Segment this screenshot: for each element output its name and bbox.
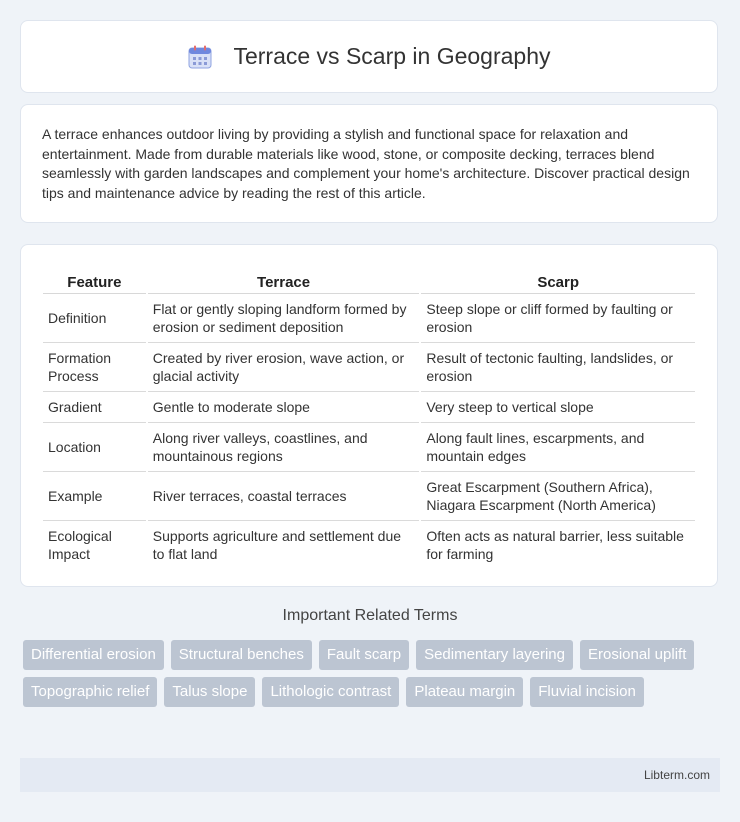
row-terrace-cell: River terraces, coastal terraces [148,472,420,521]
related-terms-title: Important Related Terms [282,607,458,624]
row-scarp-cell: Result of tectonic faulting, landslides, or erosion [421,343,695,392]
tag-topographic-relief[interactable]: Topographic relief [23,677,157,707]
row-scarp-cell: Along fault lines, escarpments, and mountain edges [421,423,695,472]
table-row [43,343,695,392]
tag-fault-scarp[interactable]: Fault scarp [319,640,409,670]
tag-structural-benches[interactable]: Structural benches [171,640,312,670]
tag-differential-erosion[interactable]: Differential erosion [23,640,164,670]
header-feature: Feature [43,265,146,294]
footer [20,758,720,792]
table-row [43,294,695,343]
related-terms-tags [23,640,703,707]
tag-plateau-margin[interactable]: Plateau margin [406,677,523,707]
row-feature-cell: Gradient [43,392,146,423]
row-feature-cell: Example [43,472,146,521]
table-row [43,472,695,521]
row-scarp-cell: Very steep to vertical slope [421,392,695,423]
footer-brand-link[interactable]: Libterm.com [643,768,710,782]
tag-lithologic-contrast[interactable]: Lithologic contrast [262,677,399,707]
row-scarp-cell: Often acts as natural barrier, less suitable for farming [426,528,684,562]
row-scarp-cell: Steep slope or cliff formed by faulting or erosion [421,294,695,343]
tag-fluvial-incision[interactable]: Fluvial incision [530,677,644,707]
header-terrace: Terrace [148,265,420,294]
intro-text: A terrace enhances outdoor living by providing a stylish and functional space for relaxation and entertainment. Made from durable materials like wood, stone, or composite decking, terraces blend seamlessly with garden landscapes and complement your home's architecture. Discover practical design tips and maintenance advice by reading the rest of this article. [42,126,690,201]
row-terrace-cell: Along river valleys, coastlines, and mountainous regions [148,423,420,472]
calendar-icon [187,44,213,70]
table-row [43,521,695,569]
header-scarp: Scarp [421,265,695,294]
header-card [20,20,718,93]
page-title: Terrace vs Scarp in Geography [233,43,551,69]
row-terrace-cell: Supports agriculture and settlement due to flat land [152,528,402,562]
row-feature-cell: Definition [43,294,146,343]
row-terrace-cell: Gentle to moderate slope [148,392,420,423]
row-feature-cell: Location [43,423,146,472]
table-header-row [43,265,695,294]
row-feature-cell: Ecological Impact [48,528,112,562]
row-terrace-cell: Flat or gently sloping landform formed by erosion or sediment deposition [148,294,420,343]
row-terrace-cell: Created by river erosion, wave action, or glacial activity [148,343,420,392]
row-feature-cell: Formation Process [43,343,146,392]
table-row [43,392,695,423]
intro-card [20,104,718,223]
tag-sedimentary-layering[interactable]: Sedimentary layering [416,640,573,670]
row-scarp-cell: Great Escarpment (Southern Africa), Niagara Escarpment (North America) [421,472,695,521]
comparison-table-card [20,244,718,587]
comparison-table [41,265,697,569]
tag-talus-slope[interactable]: Talus slope [164,677,255,707]
tag-erosional-uplift[interactable]: Erosional uplift [580,640,694,670]
table-row [43,423,695,472]
